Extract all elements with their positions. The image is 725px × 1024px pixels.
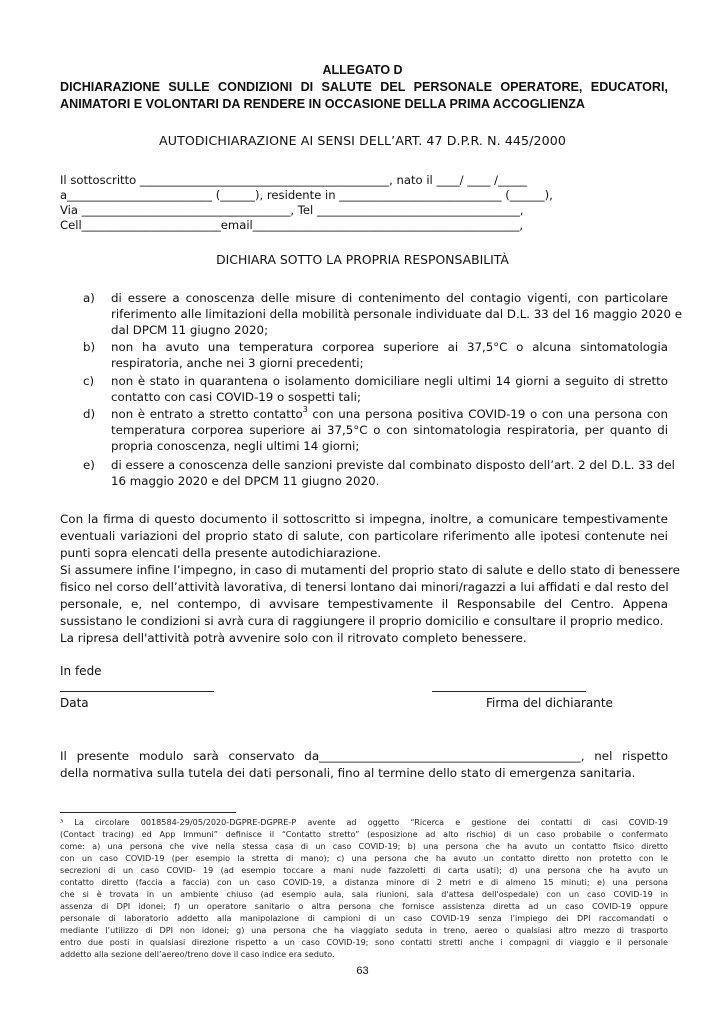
firma-label: Firma del dichiarante	[486, 696, 613, 710]
paragraph-line: punti sopra elencati della presente autodichiarazione.	[60, 546, 382, 560]
footnote-marker: 3	[302, 405, 308, 414]
field-via-tel[interactable]: Via ____________________________________, Tel ___________________________________,	[60, 203, 524, 217]
list-item-line: di essere a conoscenza delle sanzioni previste dal combinato disposto dell’art. 2 del D.L. 33 del	[111, 458, 675, 472]
list-item-line: non ha avuto una temperatura corporea superiore ai 37,5°C o alcuna sintomatologia	[111, 340, 668, 354]
footnote-line: ³ La circolare 0018584-29/05/2020-DGPRE-DGPRE-P avente ad oggetto “Ricerca e gestione dei contatti di casi COVID-19	[60, 817, 668, 827]
list-item-letter: b)	[83, 340, 96, 354]
field-cell-email[interactable]: Cell________________________email______________________________________________,	[60, 218, 524, 232]
footnote-line: assenza di DPI idonei; f) un operatore sanitario o altra persona che fornisce assistenza diretta ad un caso COVID-19 oppure	[60, 901, 668, 911]
list-item-letter: e)	[83, 458, 95, 472]
paragraph-line: La ripresa dell'attività potrà avvenire solo con il ritrovato completo benessere.	[60, 631, 527, 645]
list-item-line: 16 maggio 2020 e del DPCM 11 giugno 2020.	[111, 474, 380, 488]
paragraph-line: Con la firma di questo documento il sottoscritto si impegna, inoltre, a comunicare tempestivamente	[60, 512, 668, 526]
date-signature-line[interactable]	[60, 691, 214, 692]
list-item-line: respiratoria, anche nei 3 giorni precedenti;	[111, 356, 364, 370]
list-item-line: contatto con casi COVID-19 o sospetti tali;	[111, 390, 361, 404]
footnote-line: contatto diretto (faccia a faccia) con un caso COVID-19, a distanza minore di 2 metri e di almeno 15 minuti; e) una persona	[60, 877, 668, 887]
paragraph-line: fisico nel corso dell’attività lavorativa, di tenersi lontano dai minori/ragazzi a lui affidati e dal resto del	[60, 580, 669, 594]
list-item-letter: a)	[83, 291, 95, 305]
document-title-line-1: DICHIARAZIONE SULLE CONDIZIONI DI SALUTE DEL PERSONALE OPERATORE, EDUCATORI,	[60, 80, 668, 94]
list-item-line: dal DPCM 11 giugno 2020;	[111, 323, 269, 337]
list-item-line: non è entrato a stretto contatto$^3$ con una persona positiva COVID-19 o con una persona con	[111, 405, 668, 421]
allegato-heading: ALLEGATO D	[322, 63, 403, 77]
footnote-separator	[60, 812, 236, 813]
footnote-line: mediante l’utilizzo di DPI non idonei; g) una persona che ha viaggiato seduta in treno, aereo o qualsiasi altro mezzo di trasporto	[60, 925, 668, 935]
list-item-line: di essere a conoscenza delle misure di contenimento del contagio vigenti, con particolare	[111, 291, 668, 305]
footnote-line: con un caso COVID-19 (per esempio la stretta di mano); c) una persona che ha avuto un contatto diretto non protetto con le	[60, 853, 668, 863]
in-fede-label: In fede	[60, 664, 102, 678]
document-title-line-2: ANIMATORI E VOLONTARI DA RENDERE IN OCCASIONE DELLA PRIMA ACCOGLIENZA	[60, 97, 585, 111]
footnote-line: addetto alla sezione dell’aereo/treno dove il caso indice era seduto.	[60, 949, 335, 959]
footnote-line: (Contact tracing) ed App Immuni” definisce il “Contatto stretto” (esposizione ad alto rischio) di un caso probabile o confermato	[60, 829, 668, 839]
footnote-line: entro due posti in qualsiasi direzione rispetto a un caso COVID-19; sono contatti stretti anche i compagni di viaggio e il personale	[60, 937, 668, 947]
paragraph-line: sussistano le condizioni si avrà cura di raggiungere il proprio domicilio e consultare il proprio medico.	[60, 614, 664, 628]
firma-signature-line[interactable]	[432, 691, 586, 692]
conservation-line: Il presente modulo sarà conservato da____________________________________________, nel rispetto	[60, 749, 668, 763]
paragraph-line: eventuali variazioni del proprio stato di salute, con particolare riferimento alle ipotesi contenute nei	[60, 529, 668, 543]
autodichiarazione-subtitle: AUTODICHIARAZIONE AI SENSI DELL’ART. 47 D.P.R. N. 445/2000	[159, 133, 566, 148]
field-luogo-residenza[interactable]: a_________________________ (______), residente in ____________________________ (______),	[60, 188, 553, 202]
field-sottoscritto[interactable]: Il sottoscritto ___________________________________________, nato il ____/ ____ /_____	[60, 173, 527, 187]
footnote-line: personale di laboratorio addetto alla manipolazione di campioni di un caso COVID-19 senza l’impiego dei DPI raccomandati o	[60, 913, 668, 923]
footnote-line: che si è trovata in un ambiente chiuso (ad esempio aula, sala riunioni, sala d'attesa dell'ospedale) con un caso COVID-19 in	[60, 889, 668, 899]
conservation-line: della normativa sulla tutela dei dati personali, fino al termine dello stato di emergenza sanitaria.	[60, 766, 636, 780]
paragraph-line: Si assumere infine l’impegno, in caso di mutamenti del proprio stato di salute e dello stato di benessere	[60, 563, 680, 577]
list-item-letter: d)	[83, 407, 96, 421]
list-item-line: riferimento alle limitazioni della mobilità personale individuate dal D.L. 33 del 16 maggio 2020 e	[111, 307, 683, 321]
footnote-line: come: a) una persona che vive nella stessa casa di un caso COVID-19; b) una persona che ha avuto un contatto fisico diretto	[60, 841, 668, 851]
list-item-line: temperatura corporea superiore ai 37,5°C o con sintomatologia respiratoria, per quanto di	[111, 423, 668, 437]
list-item-line: non è stato in quarantena o isolamento domiciliare negli ultimi 14 giorni a seguito di stretto	[111, 374, 668, 388]
list-item-line: propria conoscenza, negli ultimi 14 giorni;	[111, 439, 360, 453]
footnote-line: secrezioni di un caso COVID- 19 (ad esempio toccare a mani nude fazzoletti di carta usati); d) una persona che ha avuto un	[60, 865, 668, 875]
data-label: Data	[60, 696, 89, 710]
paragraph-line: personale, e, nel contempo, di avvisare tempestivamente il Responsabile del Centro. Appena	[60, 597, 668, 611]
list-item-letter: c)	[83, 374, 95, 388]
page-number: 63	[356, 965, 369, 977]
dichiara-heading: DICHIARA SOTTO LA PROPRIA RESPONSABILITÀ	[216, 252, 509, 267]
